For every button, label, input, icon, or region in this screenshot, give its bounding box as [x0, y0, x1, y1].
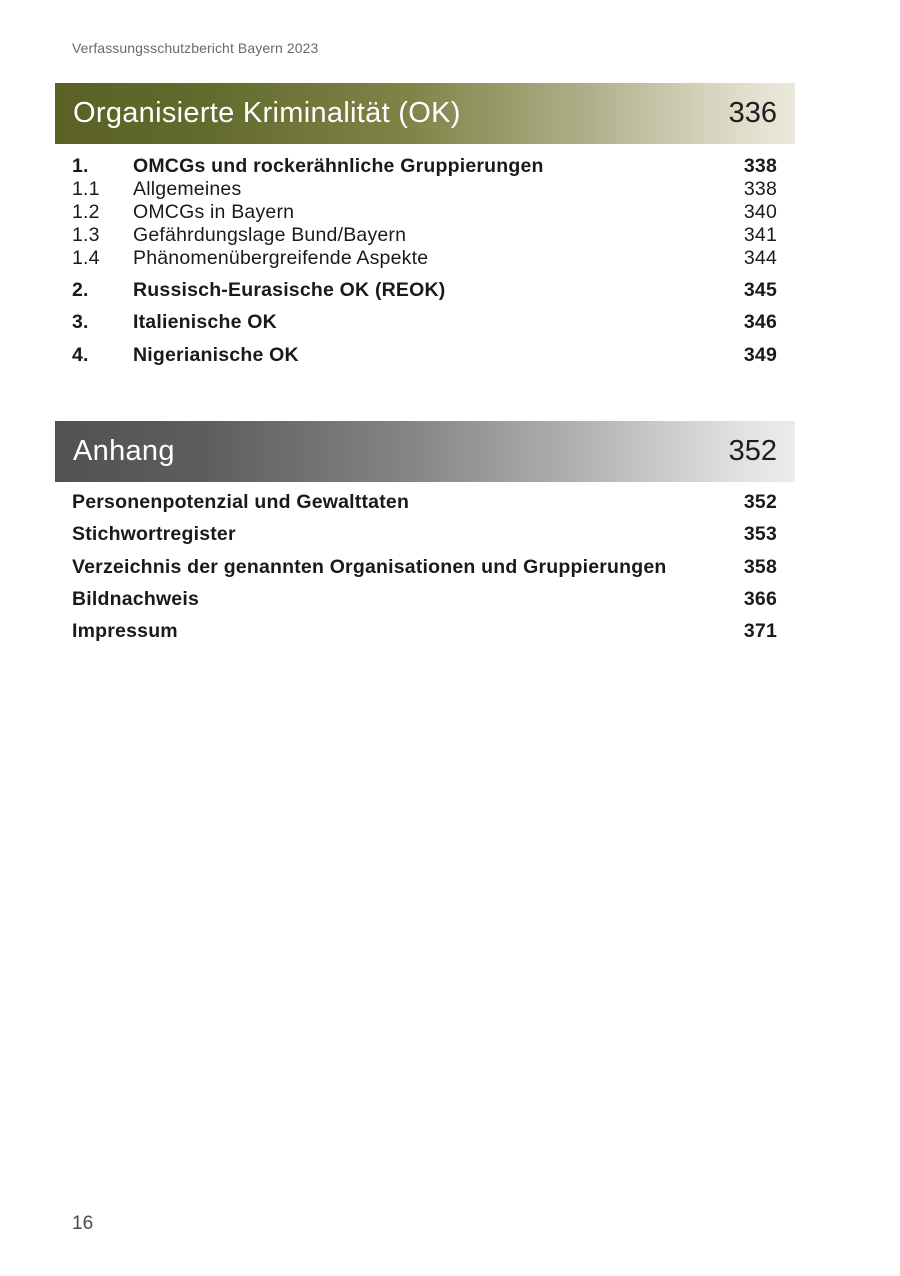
toc-entry-label: Bildnachweis — [72, 588, 200, 610]
section-header-anhang[interactable] — [55, 421, 795, 482]
toc-entry[interactable] — [72, 201, 777, 224]
toc-entry-label: Verzeichnis der genannten Organisationen und Gruppierungen — [72, 556, 667, 578]
section-header-ok[interactable] — [55, 83, 795, 144]
toc-entry-page: 340 — [743, 201, 777, 223]
toc-entry[interactable] — [72, 344, 777, 367]
toc-entry-page: 338 — [743, 178, 777, 200]
toc-entry-label: Nigerianische OK — [133, 344, 299, 366]
page-number: 16 — [72, 1213, 94, 1234]
toc-entry-number: 1.4 — [72, 247, 100, 269]
toc-entry-label: Impressum — [72, 620, 178, 642]
toc-entry-page: 353 — [743, 523, 777, 545]
section-page-number: 336 — [728, 97, 777, 129]
toc-entry-label: Allgemeines — [133, 178, 242, 200]
toc-entry[interactable] — [72, 491, 777, 514]
toc-entry-page: 366 — [743, 588, 777, 610]
toc-entry[interactable] — [72, 178, 777, 201]
toc-entry-label: Russisch-Eurasische OK (REOK) — [133, 279, 446, 301]
running-head: Verfassungsschutzbericht Bayern 2023 — [72, 40, 319, 56]
toc-entry[interactable] — [72, 155, 777, 178]
toc-entry[interactable] — [72, 224, 777, 247]
toc-entry-label: OMCGs und rockerähnliche Gruppierungen — [133, 155, 544, 177]
toc-entry-page: 349 — [743, 344, 777, 366]
section-page-number: 352 — [728, 435, 777, 467]
toc-entry-page: 344 — [743, 247, 777, 269]
toc-entry[interactable] — [72, 620, 777, 643]
toc-entry-label: Stichwortregister — [72, 523, 236, 545]
section-title: Organisierte Kriminalität (OK) — [73, 97, 461, 129]
toc-entry-page: 341 — [743, 224, 777, 246]
toc-entry[interactable] — [72, 279, 777, 302]
toc-entry-label: Personenpotenzial und Gewalttaten — [72, 491, 410, 513]
toc-entry-page: 371 — [743, 620, 777, 642]
toc-entry[interactable] — [72, 523, 777, 546]
section-title: Anhang — [73, 435, 175, 467]
toc-entry-number: 2. — [72, 279, 89, 301]
toc-entry-label: Gefährdungslage Bund/Bayern — [133, 224, 407, 246]
toc-entry-number: 1. — [72, 155, 89, 177]
toc-entry[interactable] — [72, 588, 777, 611]
toc-entry-page: 346 — [743, 311, 777, 333]
toc-entry-label: Italienische OK — [133, 311, 277, 333]
toc-entry[interactable] — [72, 247, 777, 270]
toc-entry-number: 1.1 — [72, 178, 100, 200]
toc-entry-number: 1.2 — [72, 201, 100, 223]
toc-entry-page: 352 — [743, 491, 777, 513]
toc-entry-number: 4. — [72, 344, 89, 366]
toc-entry-page: 345 — [743, 279, 777, 301]
toc-entry-number: 1.3 — [72, 224, 100, 246]
toc-entry-page: 358 — [743, 556, 777, 578]
toc-entry-label: OMCGs in Bayern — [133, 201, 295, 223]
toc-entry[interactable] — [72, 311, 777, 334]
toc-entry-page: 338 — [743, 155, 777, 177]
toc-entry-number: 3. — [72, 311, 89, 333]
toc-entry[interactable] — [72, 556, 777, 579]
toc-entry-label: Phänomenübergreifende Aspekte — [133, 247, 429, 269]
